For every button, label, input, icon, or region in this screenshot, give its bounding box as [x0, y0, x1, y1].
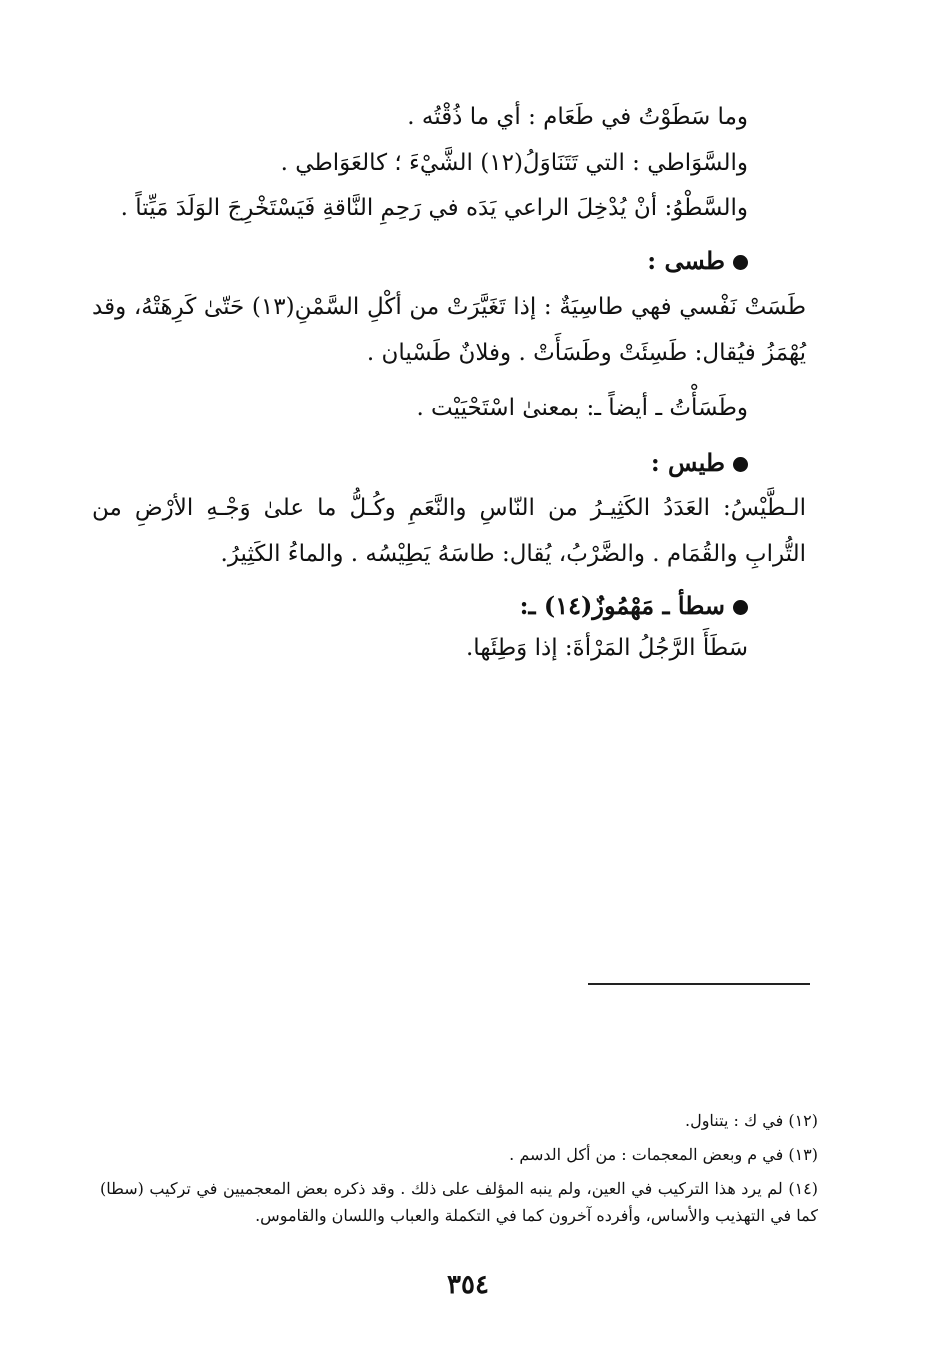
heading-tays: [651, 446, 748, 480]
heading-sata-label: سطأ ـ مَهْمُوزٌ(١٤) ـ:: [519, 591, 725, 620]
heading-tays-label: طيس :: [650, 448, 725, 477]
footnote-14: (١٤) لم يرد هذا التركيب في العين، ولم ينبه المؤلف على ذلك . وقد ذكره بعض المعجميين في تركيب (سطا) كما في التهذيب والأساس، وأفرده آخرون كما في التكملة والعباب واللسان والقاموس.: [100, 1179, 819, 1225]
heading-tasa-label: طسى :: [647, 246, 725, 275]
entry-line-sata: سَطَأَ الرَّجُلُ المَرْأةَ: إذا وَطِئَها.: [466, 635, 748, 661]
entry-line-satw: والسَّطْوُ: أنْ يُدْخِلَ الراعي يَدَه في رَحِمِ النَّاقةِ فَيَسْتَخْرِجَ الوَلَدَ مَيِّتاً .: [120, 195, 748, 221]
bullet-icon: [733, 255, 748, 270]
bullet-icon: [733, 600, 748, 615]
footnote-13: (١٣) في م وبعض المعجمات : من أكل الدسم .: [509, 1145, 818, 1164]
footnote-12: (١٢) في ك : يتناول.: [684, 1111, 818, 1130]
entry-line-sawati: والسَّوَاطي : التي تَتَنَاوَلُ(١٢) الشَّيْءَ ؛ كالعَوَاطي .: [280, 150, 748, 176]
footnote-divider: [588, 983, 810, 985]
heading-tasa: [647, 244, 748, 278]
entry-line-tasa2: وطَسَأْتُ ـ أيضاً ـ: بمعنىٰ اسْتَحْيَيْت .: [416, 395, 748, 421]
paragraph-tasa: طَسَتْ نَفْسي فهي طاسِيَةٌ : إذا تَغَيَّرَتْ من أكْلِ السَّمْنِ(١٣) حَتّىٰ كَرِهَتْهُ، وقد يُهْمَزُ فيُقال: طَسِئَتْ وطَسَأَتْ . وفلانٌ طَسْيان .: [92, 294, 807, 366]
heading-sata: [520, 589, 748, 623]
bullet-icon: [733, 457, 748, 472]
entry-line-satawtu: وما سَطَوْتُ في طَعَام : أي ما ذُقْتُه .: [407, 104, 748, 130]
page-number: ٣٥٤: [447, 1270, 489, 1300]
paragraph-tays: الـطَّيْسُ: العَدَدُ الكَثِيـرُ من النّاسِ والنَّعَمِ وكُـلُّ ما علىٰ وَجْـهِ الأرْضِ من التُّرابِ والقُمَام . والضَّرْبُ، يُقال: طاسَهُ يَطِيْسُه . والماءُ الكَثِيرُ.: [92, 495, 806, 567]
